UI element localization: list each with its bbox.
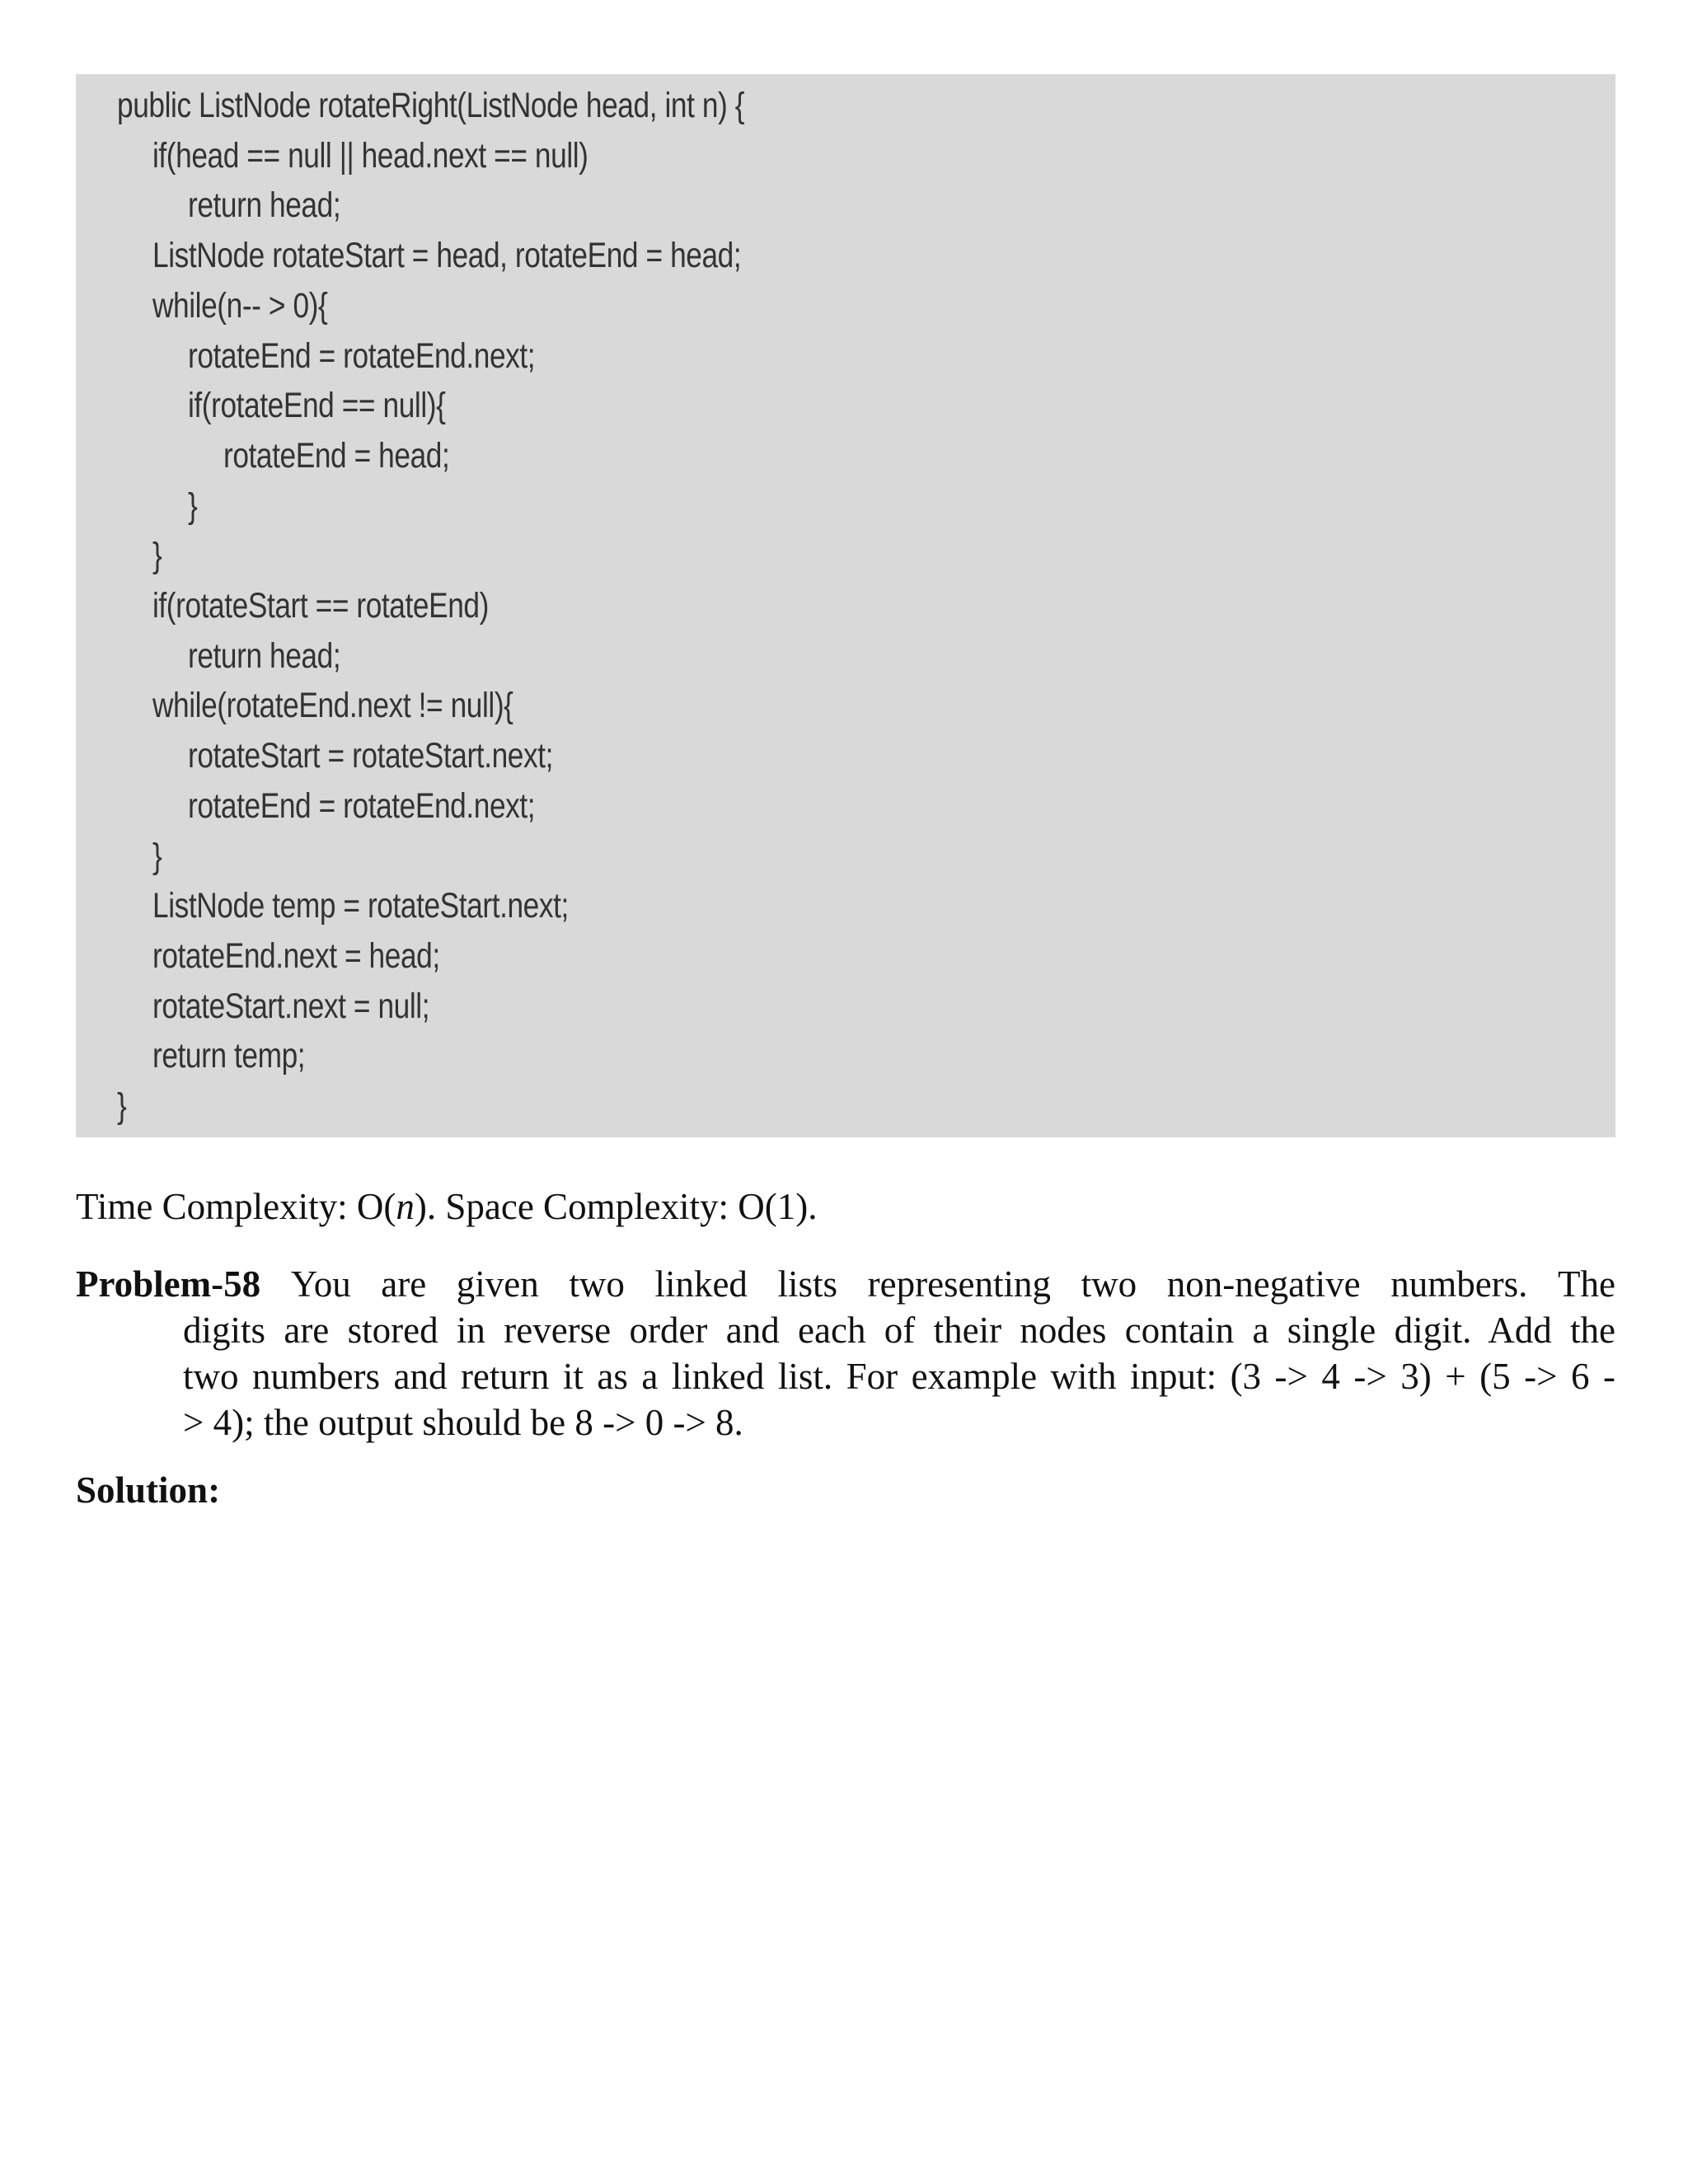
code-line: return head;: [188, 185, 341, 226]
complexity-variable: n: [396, 1186, 415, 1227]
code-line: rotateEnd = rotateEnd.next;: [188, 335, 536, 376]
code-line: ListNode rotateStart = head, rotateEnd = head;: [152, 236, 742, 276]
problem-word: The: [1558, 1263, 1615, 1305]
problem-word: You: [290, 1263, 351, 1305]
code-line: }: [152, 536, 162, 576]
problem-word: non-negative: [1166, 1263, 1361, 1305]
code-line: rotateEnd = rotateEnd.next;: [188, 785, 536, 826]
problem-word: linked: [654, 1263, 748, 1305]
code-line: if(rotateEnd == null){: [188, 386, 446, 426]
problem-line-4: > 4); the output should be 8 -> 0 -> 8.: [183, 1402, 743, 1443]
code-line: public ListNode rotateRight(ListNode head, int n) {: [117, 86, 745, 125]
problem-word: two: [1081, 1263, 1137, 1305]
code-line: return temp;: [152, 1036, 306, 1076]
complexity-prefix: Time Complexity: O(: [76, 1186, 396, 1227]
code-line: rotateStart = rotateStart.next;: [188, 736, 553, 776]
code-line: while(n-- > 0){: [152, 285, 328, 326]
code-line: if(rotateStart == rotateEnd): [152, 586, 489, 626]
code-line: rotateEnd = head;: [223, 435, 450, 476]
solution-heading: Solution:: [76, 1469, 221, 1511]
code-line: }: [188, 485, 198, 526]
problem-word: two: [569, 1263, 625, 1305]
problem-word: lists: [777, 1263, 838, 1305]
code-line: rotateEnd.next = head;: [152, 935, 440, 976]
code-line: while(rotateEnd.next != null){: [152, 686, 513, 726]
problem-word: given: [456, 1263, 539, 1305]
problem-word: are: [381, 1263, 427, 1305]
code-block: [76, 74, 1615, 1137]
problem-first-line: [76, 1261, 1615, 1307]
problem-line-3: two numbers and return it as a linked list. For example with input: (3 -> 4 -> 3) + (5 -> 6 -: [183, 1356, 1615, 1397]
problem-word: representing: [867, 1263, 1052, 1305]
problem-line-2: digits are stored in reverse order and each of their nodes contain a single digit. Add the: [183, 1310, 1615, 1351]
complexity-suffix: ). Space Complexity: O(1).: [414, 1186, 818, 1227]
complexity-statement: [76, 1183, 818, 1230]
problem-word: numbers.: [1390, 1263, 1528, 1305]
code-line: }: [117, 1086, 127, 1126]
code-line: if(head == null || head.next == null): [152, 135, 588, 176]
problem-label: Problem-58: [76, 1263, 261, 1305]
code-line: }: [152, 836, 162, 876]
code-line: rotateStart.next = null;: [152, 986, 430, 1026]
code-line: return head;: [188, 635, 341, 676]
code-line: ListNode temp = rotateStart.next;: [152, 886, 569, 926]
